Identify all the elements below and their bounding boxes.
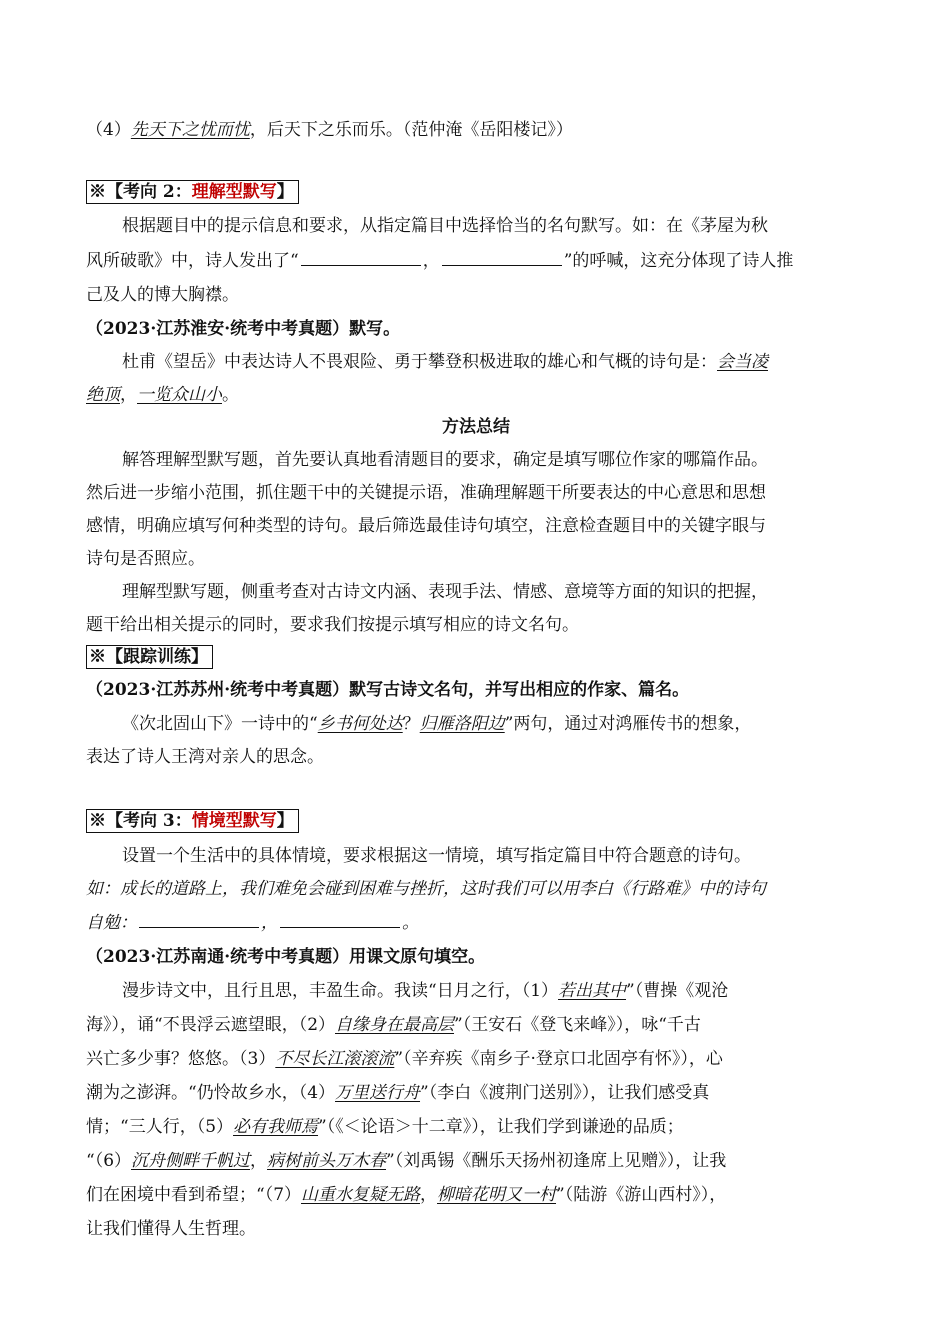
answer-text: 一览众山小: [137, 385, 222, 405]
answer-text: 会当凌: [717, 352, 768, 372]
answer-text: 病树前头万木春: [267, 1151, 387, 1171]
answer-text: 若出其中: [558, 981, 627, 1001]
answer-text: 归雁洛阳边: [419, 714, 505, 734]
paragraph-line: 然后进一步缩小范围，抓住题干中的关键提示语，准确理解题干所要表达的中心意思和思想: [86, 483, 766, 503]
exam-source: （2023·江苏南通·统考中考真题）用课文原句填空。: [86, 947, 486, 967]
answer-text: 自缘身在最高层: [335, 1015, 455, 1035]
answer-text: 山重水复疑无路: [301, 1185, 421, 1205]
question-line: 《次北固山下》一诗中的“乡书何处达？归雁洛阳边”两句，通过对鸿雁传书的想象，: [122, 714, 752, 734]
passage-line: 情；“三人行，（5）必有我师焉”（《＜论语＞十二章》），让我们学到谦逊的品质；: [86, 1117, 684, 1137]
exam-source: （2023·江苏苏州·统考中考真题）默写古诗文名句，并写出相应的作家、篇名。: [86, 680, 690, 700]
section-title: 理解型默写: [191, 182, 277, 202]
paragraph-line: 设置一个生活中的具体情境，要求根据这一情境，填写指定篇目中符合题意的诗句。: [122, 846, 751, 866]
answer-text: 乡书何处达: [317, 714, 403, 734]
blank-field: [442, 249, 562, 266]
passage-line: 海》），诵“不畏浮云遮望眼，（2）自缘身在最高层”（王安石《登飞来峰》），咏“千古: [86, 1015, 701, 1035]
answer-text: 绝顶: [86, 385, 120, 405]
paragraph-line: 解答理解型默写题，首先要认真地看清题目的要求，确定是填写哪位作家的哪篇作品。: [122, 450, 768, 470]
paragraph-line: 诗句是否照应。: [86, 549, 205, 569]
line-text: ，后天下之乐而乐。（范仲淹《岳阳楼记》）: [249, 120, 573, 140]
passage-line: 潮为之澎湃。“仍怜故乡水，（4）万里送行舟”（李白《渡荆门送别》），让我们感受真: [86, 1083, 710, 1103]
tracking-training-header: ※【跟踪训练】: [86, 645, 213, 669]
blank-field: [301, 249, 421, 266]
passage-line: 让我们懂得人生哲理。: [86, 1219, 256, 1239]
paragraph-line: 理解型默写题，侧重考查对古诗文内涵、表现手法、情感、意境等方面的知识的把握，: [122, 582, 768, 602]
paragraph-line: 如：成长的道路上，我们难免会碰到困难与挫折，这时我们可以用李白《行路难》中的诗句: [86, 879, 766, 899]
section-title: 情境型默写: [191, 811, 277, 831]
answer-text: 柳暗花明又一村: [437, 1185, 557, 1205]
passage-line: 们在困境中看到希望；“（7）山重水复疑无路，柳暗花明又一村”（陆游《游山西村》），: [86, 1185, 727, 1205]
answer-text: 先天下之忧而忧: [130, 120, 250, 140]
question-line: 表达了诗人王湾对亲人的思念。: [86, 747, 324, 767]
paragraph-line: 感情，明确应填写何种类型的诗句。最后筛选最佳诗句填空，注意检查题目中的关键字眼与: [86, 516, 766, 536]
method-summary-title: 方法总结: [442, 417, 510, 437]
answer-text: 必有我师焉: [233, 1117, 319, 1137]
paragraph-line: 风所破歌》中，诗人发出了“ ， ”的呼喊，这充分体现了诗人推: [86, 251, 794, 271]
question-line: 绝顶，一览众山小。: [86, 385, 239, 405]
answer-text: 不尽长江滚滚流: [275, 1049, 395, 1069]
answer-line-4: [86, 118, 573, 142]
question-line: 杜甫《望岳》中表达诗人不畏艰险、勇于攀登积极进取的雄心和气概的诗句是：会当凌: [122, 352, 768, 372]
blank-field: [139, 911, 259, 928]
passage-line: 漫步诗文中，且行且思，丰盈生命。我读“日月之行，（1）若出其中”（曹操《观沧: [122, 981, 729, 1001]
section-header-3: ※【考向 3：情境型默写】: [86, 809, 299, 833]
passage-line: 兴亡多少事？悠悠。（3）不尽长江滚滚流”（辛弃疾《南乡子·登京口北固亭有怀》），心: [86, 1049, 723, 1069]
passage-line: “（6）沉舟侧畔千帆过，病树前头万木春”（刘禹锡《酬乐天扬州初逢席上见赠》），让我: [86, 1151, 727, 1171]
paragraph-line: 题干给出相关提示的同时，要求我们按提示填写相应的诗文名句。: [86, 615, 579, 635]
paragraph-line: 根据题目中的提示信息和要求，从指定篇目中选择恰当的名句默写。如：在《茅屋为秋: [122, 216, 768, 236]
answer-text: 万里送行舟: [335, 1083, 421, 1103]
blank-field: [280, 911, 400, 928]
item-number: （4）: [86, 120, 131, 140]
answer-text: 沉舟侧畔千帆过: [131, 1151, 251, 1171]
exam-source: （2023·江苏淮安·统考中考真题）默写。: [86, 319, 401, 339]
section-header-2: ※【考向 2：理解型默写】: [86, 180, 299, 204]
paragraph-line: 己及人的博大胸襟。: [86, 285, 239, 305]
paragraph-line: 自勉： ， 。: [86, 913, 419, 933]
